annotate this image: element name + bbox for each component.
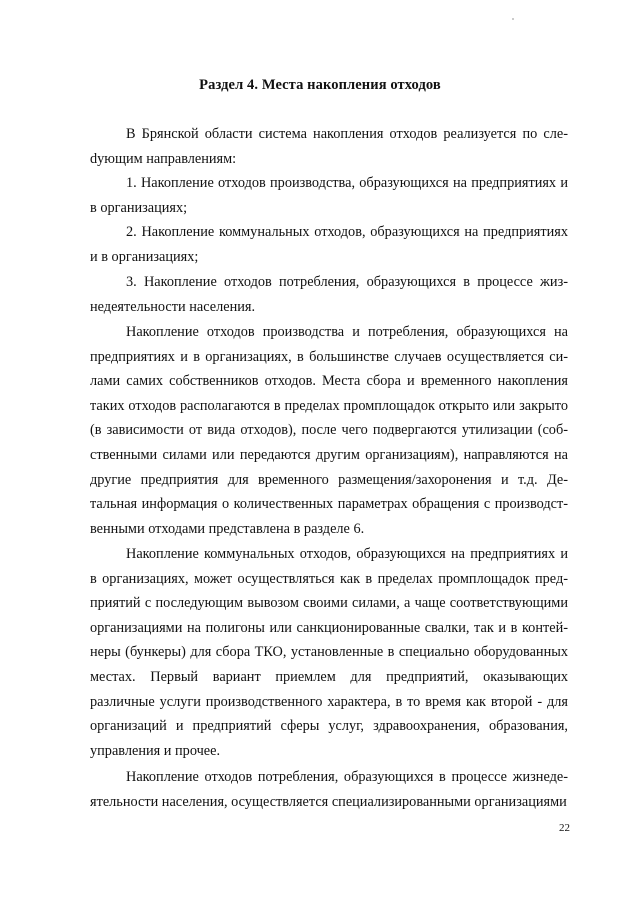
list-item-consumption-waste: 3. Накопление отходов потребления, образующихся в процессе жизнедеятельности населения. bbox=[90, 274, 568, 315]
communal-waste-paragraph: Накопление коммунальных отходов, образующихся на предприятиях и в организациях, может осуществляться как в пределах промплощадок предприятий с последующим вывозом своими силами, а чаще соответствующими организациями на полигоны или санкционированные свалки, так и в контейнеры (бункеры) для сбора ТКО, установленные в специально оборудованных местах. Первый вариант приемлем для предприятий, оказывающих различные услуги производственного характера, в то время как второй - для организаций и предприятий сферы услуг, здравоохранения, образования, управления и прочее. bbox=[90, 546, 568, 759]
intro-paragraph: В Брянской области система накопления отходов реализуется по слеdующим направлениям: bbox=[90, 126, 568, 167]
section-heading: Раздел 4. Места накопления отходов bbox=[199, 77, 441, 93]
scan-artifact bbox=[512, 18, 514, 20]
list-item-production-waste: 1. Накопление отходов производства, образующихся на предприятиях и в организациях; bbox=[90, 175, 568, 216]
page-number: 22 bbox=[559, 822, 570, 834]
production-waste-paragraph: Накопление отходов производства и потребления, образующихся на предприятиях и в организациях, в большинстве случаев осуществляется силами самих собственников отходов. Места сбора и временного накопления таких отходов располагаются в пределах промплощадок открыто или закрыто (в зависимости от вида отходов), после чего подвергаются утилизации (собственными силами или передаются другим организациям), направляются на другие предприятия для временного размещения/захоронения и т.д. Детальная информация о количественных параметрах обращения с производственными отходами представлена в разделе 6. bbox=[90, 324, 568, 537]
consumption-waste-paragraph: Накопление отходов потребления, образующихся в процессе жизнедеятельности населения, осуществляется специализированными организациями bbox=[90, 769, 568, 810]
list-item-communal-waste: 2. Накопление коммунальных отходов, образующихся на предприятиях и в организациях; bbox=[90, 224, 568, 265]
